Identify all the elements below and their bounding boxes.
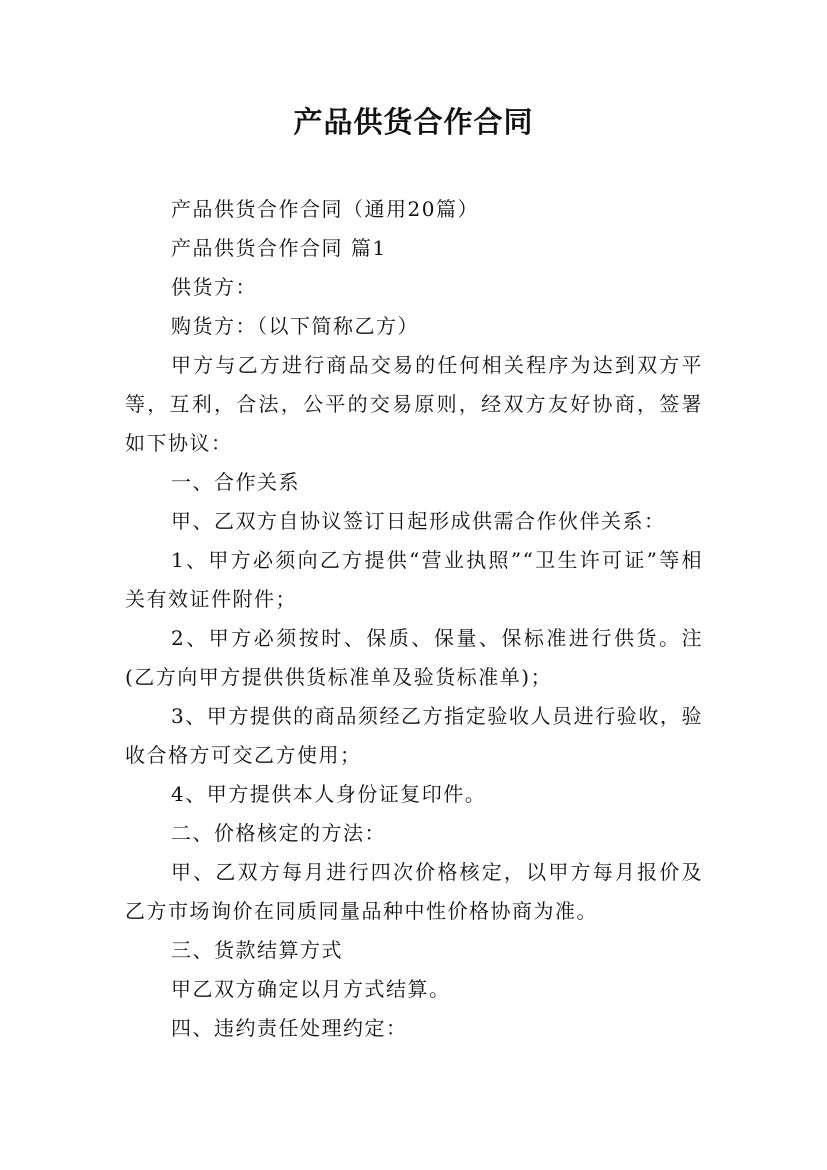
clause-4: 4、甲方提供本人身份证复印件。 — [171, 782, 487, 806]
clause-1: 1、甲方必须向乙方提供“营业执照”“卫生许可证”等相关有效证件附件； — [125, 548, 703, 611]
paragraph-heading-collection: 产品供货合作合同（通用20篇） — [171, 197, 479, 221]
paragraph-settlement: 甲乙双方确定以月方式结算。 — [171, 977, 451, 1001]
section-heading-liability: 四、违约责任处理约定： — [171, 1016, 408, 1040]
paragraph-pricing: 甲、乙双方每月进行四次价格核定，以甲方每月报价及乙方市场询价在同质同量品种中性价格协商为准。 — [125, 860, 703, 923]
clause-2: 2、甲方必须按时、保质、保量、保标准进行供货。注(乙方向甲方提供供货标准单及验货标准单)； — [125, 626, 703, 689]
section-heading-settlement: 三、货款结算方式 — [171, 938, 343, 962]
document-body — [125, 190, 703, 1048]
paragraph-purchaser: 购货方：（以下简称乙方） — [171, 314, 419, 338]
section-heading-cooperation: 一、合作关系 — [171, 470, 300, 494]
paragraph-cooperation: 甲、乙双方自协议签订日起形成供需合作伙伴关系： — [171, 509, 666, 533]
paragraph-supplier: 供货方： — [171, 275, 257, 299]
clause-3: 3、甲方提供的商品须经乙方指定验收人员进行验收，验收合格方可交乙方使用； — [125, 704, 703, 767]
paragraph-preamble: 甲方与乙方进行商品交易的任何相关程序为达到双方平等，互利，合法，公平的交易原则，经双方友好协商，签署如下协议： — [125, 353, 703, 455]
section-heading-pricing: 二、价格核定的方法： — [171, 821, 386, 845]
paragraph-heading-part: 产品供货合作合同 篇1 — [171, 236, 387, 260]
document-title: 产品供货合作合同 — [293, 105, 534, 139]
